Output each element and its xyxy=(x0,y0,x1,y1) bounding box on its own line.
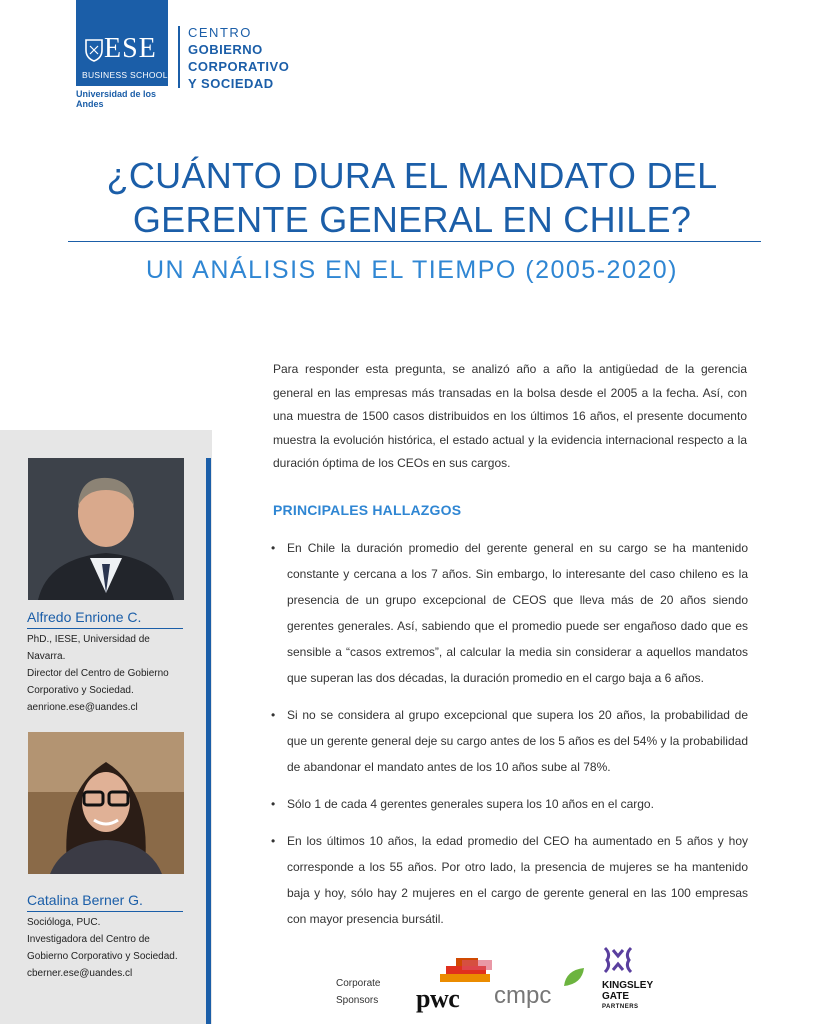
author-detail-line: PhD., IESE, Universidad de Navarra. xyxy=(27,634,150,662)
bullet-icon: • xyxy=(271,541,276,555)
authors-panel-accent xyxy=(206,458,211,1024)
logo-university-text: Universidad de los Andes xyxy=(76,89,157,109)
title-line-2: GERENTE GENERAL EN CHILE? xyxy=(132,199,692,240)
finding-item xyxy=(262,791,748,817)
centro-line-1: CENTRO xyxy=(188,25,252,40)
document-title xyxy=(40,154,784,242)
author-detail-line: Corporativo y Sociedad. xyxy=(27,685,134,696)
document-subtitle: UN ANÁLISIS EN EL TIEMPO (2005-2020) xyxy=(146,256,678,284)
author-detail-line: Socióloga, PUC. xyxy=(27,917,101,928)
finding-text: En los últimos 10 años, la edad promedio del CEO ha aumentado en 5 años y hoy corresponde a los 55 años. Por otro lado, la presencia de mujeres se ha mantenido baja y hoy, sólo hay 2 mujeres en el cargo de gerente general en las 100 empresas con mayor presencia bursátil. xyxy=(287,834,748,926)
kingsley-gate-logo xyxy=(602,980,653,1013)
kingsley-line-3: PARTNERS xyxy=(602,1004,639,1010)
author-detail-line: Investigadora del Centro de xyxy=(27,934,150,945)
centro-logo-text xyxy=(188,24,289,92)
kingsley-line-2: GATE xyxy=(602,991,630,1002)
author-name: Catalina Berner G. xyxy=(27,892,143,908)
bullet-icon: • xyxy=(271,834,276,848)
author-name-divider xyxy=(27,628,183,629)
leaf-icon xyxy=(560,966,588,988)
finding-text: Si no se considera al grupo excepcional que supera los 20 años, la probabilidad de que un gerente general deje su cargo antes de los 5 años es del 54% y la probabilidad de abandonar el mandato antes de los 10 años sube al 78%. xyxy=(287,708,748,774)
centro-line-3: CORPORATIVO xyxy=(188,59,290,74)
finding-item xyxy=(262,702,748,780)
title-line-1: ¿CUÁNTO DURA EL MANDATO DEL xyxy=(106,155,718,196)
centro-line-2: GOBIERNO xyxy=(188,42,263,57)
finding-text: Sólo 1 de cada 4 gerentes generales supera los 10 años en el cargo. xyxy=(287,797,654,811)
kingsley-line-1: KINGSLEY xyxy=(602,980,654,991)
author-detail-line: Gobierno Corporativo y Sociedad. xyxy=(27,951,178,962)
finding-item xyxy=(262,828,748,932)
intro-paragraph: Para responder esta pregunta, se analizó año a año la antigüedad de la gerencia general en las empresas más transadas en la bolsa desde el 2005 a la fecha. Así, con una muestra de 1500 casos distribuidos en los últimos 16 años, el presente documento muestra la evolución histórica, el estado actual y la evidencia internacional respecto a la duración óptima de los CEOs en sus cargos. xyxy=(273,362,747,470)
author-name-divider xyxy=(27,911,183,912)
sponsors-label-line-1: Corporate xyxy=(336,978,381,989)
bullet-icon: • xyxy=(271,797,276,811)
kingsley-gate-icon xyxy=(601,944,635,976)
centro-line-4: Y SOCIEDAD xyxy=(188,76,274,91)
author-detail-line: Director del Centro de Gobierno xyxy=(27,668,169,679)
author-details xyxy=(27,631,187,716)
logo-ese-text: ESE xyxy=(104,33,157,64)
logo-business-school-text: BUSINESS SCHOOL xyxy=(82,70,168,80)
finding-text: En Chile la duración promedio del gerente general en su cargo se ha mantenido constante y cercana a los 7 años. Sin embargo, lo interesante del caso chileno es la presencia de un grupo excepcional de CEOS que lleva más de 20 años siendo gerentes generales. Así, sabiendo que el promedio puede ser engañoso dado que es sensible a “casos extremos”, al calcular la media sin considerar a aquellos mandatos que superan las dos décadas, la duración promedio en el cargo baja a 6 años. xyxy=(287,541,748,685)
ese-logo xyxy=(76,0,168,86)
centro-divider xyxy=(178,26,180,88)
title-divider xyxy=(68,241,761,242)
crest-icon xyxy=(84,38,104,62)
author-photo-catalina xyxy=(28,732,184,874)
cmpc-logo: cmpc xyxy=(494,982,552,1009)
author-email: cberner.ese@uandes.cl xyxy=(27,968,133,979)
findings-heading: PRINCIPALES HALLAZGOS xyxy=(273,502,462,518)
findings-list xyxy=(262,535,748,943)
finding-item xyxy=(262,535,748,691)
sponsors-label xyxy=(336,975,380,1009)
author-photo-alfredo xyxy=(28,458,184,600)
author-email: aenrione.ese@uandes.cl xyxy=(27,702,138,713)
author-details xyxy=(27,914,187,982)
sponsors-label-line-2: Sponsors xyxy=(336,995,379,1006)
bullet-icon: • xyxy=(271,708,276,722)
pwc-logo: pwc xyxy=(416,984,460,1013)
author-name: Alfredo Enrione C. xyxy=(27,609,142,625)
